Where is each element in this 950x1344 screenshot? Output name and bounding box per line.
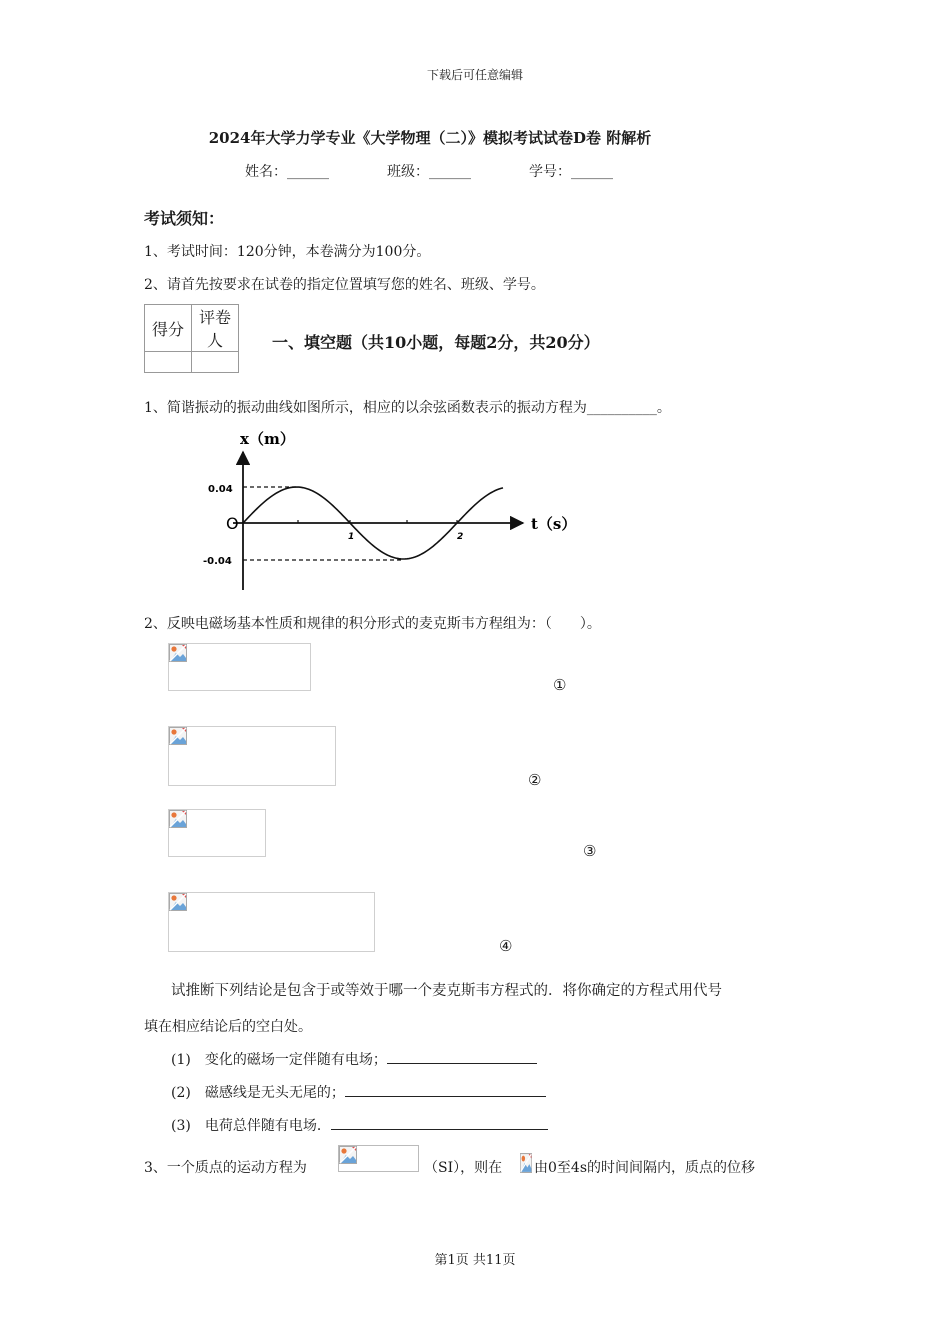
score-table: [144, 304, 239, 373]
broken-image-icon: [169, 810, 187, 828]
q2-conclusion-3-text: (3) 电荷总伴随有电场．: [171, 1118, 331, 1134]
broken-image-icon: [169, 893, 187, 911]
question-1-text: 1、简谐振动的振动曲线如图所示，相应的以余弦函数表示的振动方程为__________。: [144, 400, 671, 416]
x-axis-label: t（s）: [531, 515, 577, 533]
exam-title: 2024年大学力学专业《大学物理（二）》模拟考试试卷D卷 附解析: [208, 129, 652, 147]
maxwell-equation-4-image: [168, 892, 375, 952]
name-field-label: 姓名：______: [245, 164, 329, 180]
grader-header: 评卷人: [192, 305, 239, 352]
maxwell-equation-2-image: [168, 726, 336, 786]
question-2-text: 2、反映电磁场基本性质和规律的积分形式的麦克斯韦方程组为：（ ）。: [144, 616, 601, 632]
maxwell-equation-3-image: [168, 809, 266, 857]
y-axis-label: x（m）: [240, 430, 295, 448]
question-3-part-1: 3、一个质点的运动方程为: [144, 1160, 307, 1176]
q2-instruction-line-1: 试推断下列结论是包含于或等效于哪一个麦克斯韦方程式的．将你确定的方程式用代号: [171, 983, 722, 999]
origin-label: O: [226, 514, 239, 533]
notice-item-2: 2、请首先按要求在试卷的指定位置填写您的姓名、班级、学号。: [144, 277, 545, 293]
equation-label-2: ②: [528, 771, 542, 789]
answer-blank-1[interactable]: [387, 1049, 537, 1064]
header-note: 下载后可任意编辑: [426, 68, 523, 82]
maxwell-equation-1-image: [168, 643, 311, 691]
y-tick-label-top: 0.04: [208, 484, 233, 495]
question-3-part-3: 由0至4s的时间间隔内，质点的位移: [534, 1160, 755, 1176]
broken-image-icon: [169, 727, 187, 745]
notice-item-1: 1、考试时间：120分钟，本卷满分为100分。: [144, 244, 431, 260]
score-header: 得分: [145, 305, 192, 352]
section-title: 一、填空题（共10小题，每题2分，共20分）: [272, 333, 600, 352]
y-tick-label-bottom: -0.04: [203, 556, 232, 567]
question-3-part-2: （SI），则在: [424, 1160, 503, 1176]
motion-equation-image: [338, 1145, 419, 1172]
notice-heading: 考试须知：: [144, 209, 225, 228]
page-footer: 第1页 共11页: [434, 1253, 516, 1268]
x-tick-label-1: 1: [348, 532, 355, 542]
answer-blank-3[interactable]: [331, 1115, 548, 1130]
q2-conclusion-2-text: (2) 磁感线是无头无尾的；: [171, 1085, 345, 1101]
answer-blank-2[interactable]: [345, 1082, 546, 1097]
q2-conclusion-1: [171, 1049, 537, 1069]
q2-conclusion-3: [171, 1115, 548, 1135]
equation-label-3: ③: [583, 842, 597, 860]
class-field-label: 班级：______: [387, 164, 471, 180]
broken-image-icon: [169, 644, 187, 662]
q2-conclusion-2: [171, 1082, 546, 1102]
equation-label-4: ④: [499, 937, 513, 955]
score-cell: [145, 352, 192, 373]
q2-conclusion-1-text: (1) 变化的磁场一定伴随有电场；: [171, 1052, 387, 1068]
vibration-curve-graph: [195, 425, 595, 595]
q2-instruction-line-2: 填在相应结论后的空白处。: [144, 1019, 312, 1035]
student-id-field-label: 学号：______: [529, 164, 613, 180]
x-tick-label-2: 2: [457, 532, 464, 542]
grader-cell: [192, 352, 239, 373]
broken-image-icon: [339, 1146, 357, 1164]
time-variable-image-icon: [520, 1153, 532, 1173]
equation-label-1: ①: [553, 676, 567, 694]
